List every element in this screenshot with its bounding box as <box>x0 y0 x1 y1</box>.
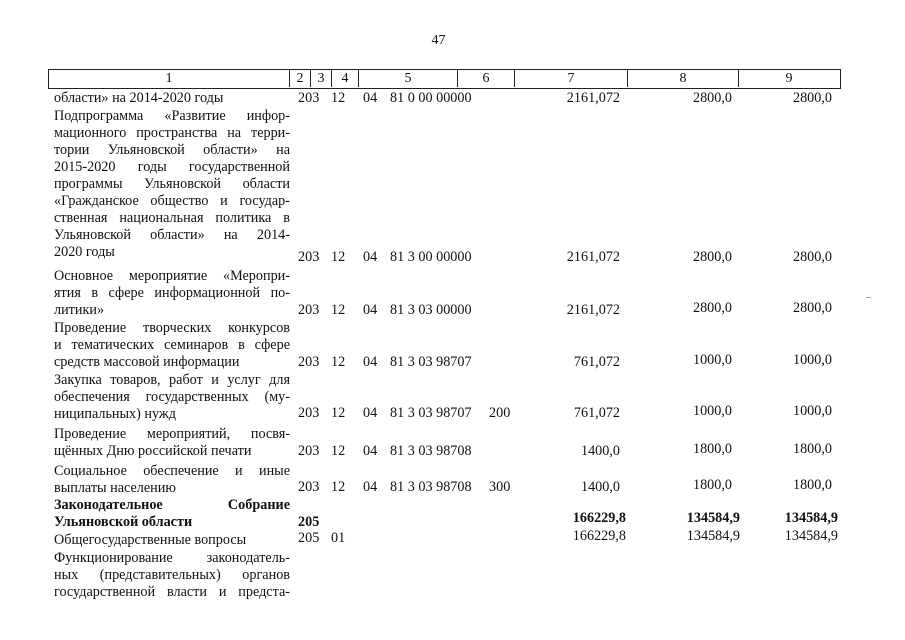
header-divider <box>358 69 359 87</box>
cell-col-7: 761,072 <box>573 405 620 421</box>
header-divider <box>457 69 458 87</box>
cell-col-2: 203 <box>298 354 320 370</box>
cell-col-3: 12 <box>331 479 346 495</box>
header-col-2: 2 <box>296 71 304 86</box>
row-description: Общегосударственные вопросы <box>54 532 247 548</box>
cell-col-4: 04 <box>363 443 378 459</box>
cell-col-4: 04 <box>363 479 378 495</box>
cell-col-8: 134584,9 <box>686 510 740 526</box>
row-description: Подпрограмма «Развитие инфор- мационного пространства на терри- тории Ульяновской области» на 2015-2020 годы государственной программы Ульяновской области «Гражданское общество и государ- ственная национальная политика в Ульяновской области» на 2014- 2020 годы <box>54 108 290 260</box>
table-header <box>48 69 841 89</box>
cell-col-7: 761,072 <box>573 354 620 370</box>
row-description: Проведение мероприятий, посвя- щённых Дню российской печати <box>54 426 290 459</box>
cell-col-9: 1800,0 <box>792 441 832 457</box>
header-col-5: 5 <box>404 71 412 86</box>
header-col-9: 9 <box>785 71 793 86</box>
header-divider <box>738 69 739 87</box>
cell-col-5: 81 3 03 00000 <box>390 302 472 318</box>
cell-col-2: 203 <box>298 249 320 265</box>
header-col-6: 6 <box>482 71 490 86</box>
row-description: Закупка товаров, работ и услуг для обеспечения государственных (му- ниципальных) нужд <box>54 372 290 422</box>
cell-col-9: 1800,0 <box>792 477 832 493</box>
cell-col-7: 2161,072 <box>566 302 620 318</box>
cell-col-7: 2161,072 <box>566 249 620 265</box>
cell-col-8: 2800,0 <box>692 300 732 316</box>
cell-col-5: 81 3 03 98707 <box>390 405 472 421</box>
cell-col-9: 1000,0 <box>792 352 832 368</box>
cell-col-8: 2800,0 <box>692 90 732 106</box>
cell-col-8: 2800,0 <box>692 249 732 265</box>
header-col-4: 4 <box>341 71 349 86</box>
cell-col-9: 2800,0 <box>792 249 832 265</box>
header-divider <box>310 69 311 87</box>
cell-col-7: 1400,0 <box>580 443 620 459</box>
cell-col-5: 81 0 00 00000 <box>390 90 472 106</box>
cell-col-2: 203 <box>298 443 320 459</box>
header-divider <box>627 69 628 87</box>
cell-col-3: 01 <box>331 530 346 546</box>
cell-col-7: 2161,072 <box>566 90 620 106</box>
header-divider <box>514 69 515 87</box>
cell-col-4: 04 <box>363 405 378 421</box>
cell-col-3: 12 <box>331 405 346 421</box>
header-divider <box>331 69 332 87</box>
cell-col-9: 2800,0 <box>792 300 832 316</box>
cell-col-9: 134584,9 <box>784 528 838 544</box>
cell-col-2: 205 <box>298 530 320 546</box>
row-description: Законодательное Собрание Ульяновской области <box>54 497 290 530</box>
cell-col-5: 81 3 00 00000 <box>390 249 472 265</box>
cell-col-3: 12 <box>331 302 346 318</box>
cell-col-8: 134584,9 <box>686 528 740 544</box>
row-description: Социальное обеспечение и иные выплаты населению <box>54 463 290 496</box>
cell-col-9: 2800,0 <box>792 90 832 106</box>
row-description: Функционирование законодатель- ных (представительных) органов государственной власти и предста- <box>54 550 290 600</box>
cell-col-6: 200 <box>489 405 511 421</box>
cell-col-3: 12 <box>331 443 346 459</box>
cell-col-9: 134584,9 <box>784 510 838 526</box>
row-description: области» на 2014-2020 годы <box>54 90 224 106</box>
scan-mark: – <box>866 292 871 303</box>
header-col-1: 1 <box>165 71 173 86</box>
cell-col-5: 81 3 03 98708 <box>390 479 472 495</box>
cell-col-7: 166229,8 <box>572 528 626 544</box>
cell-col-3: 12 <box>331 249 346 265</box>
cell-col-2: 203 <box>298 479 320 495</box>
cell-col-4: 04 <box>363 249 378 265</box>
row-description: Проведение творческих конкурсов и тематических семинаров в сфере средств массовой информации <box>54 320 290 370</box>
cell-col-7: 166229,8 <box>572 510 626 526</box>
cell-col-4: 04 <box>363 302 378 318</box>
cell-col-8: 1000,0 <box>692 352 732 368</box>
cell-col-3: 12 <box>331 90 346 106</box>
header-divider <box>289 69 290 87</box>
cell-col-3: 12 <box>331 354 346 370</box>
header-col-3: 3 <box>317 71 325 86</box>
row-description: Основное мероприятие «Меропри- ятия в сфере информационной по- литики» <box>54 268 290 318</box>
cell-col-2: 203 <box>298 90 320 106</box>
header-col-8: 8 <box>679 71 687 86</box>
cell-col-8: 1000,0 <box>692 403 732 419</box>
cell-col-5: 81 3 03 98707 <box>390 354 472 370</box>
page-number: 47 <box>431 33 446 48</box>
cell-col-2: 203 <box>298 302 320 318</box>
cell-col-8: 1800,0 <box>692 441 732 457</box>
cell-col-8: 1800,0 <box>692 477 732 493</box>
cell-col-4: 04 <box>363 90 378 106</box>
header-col-7: 7 <box>567 71 575 86</box>
cell-col-2: 203 <box>298 405 320 421</box>
cell-col-4: 04 <box>363 354 378 370</box>
cell-col-7: 1400,0 <box>580 479 620 495</box>
cell-col-5: 81 3 03 98708 <box>390 443 472 459</box>
cell-col-2: 205 <box>298 514 320 530</box>
cell-col-9: 1000,0 <box>792 403 832 419</box>
cell-col-6: 300 <box>489 479 511 495</box>
